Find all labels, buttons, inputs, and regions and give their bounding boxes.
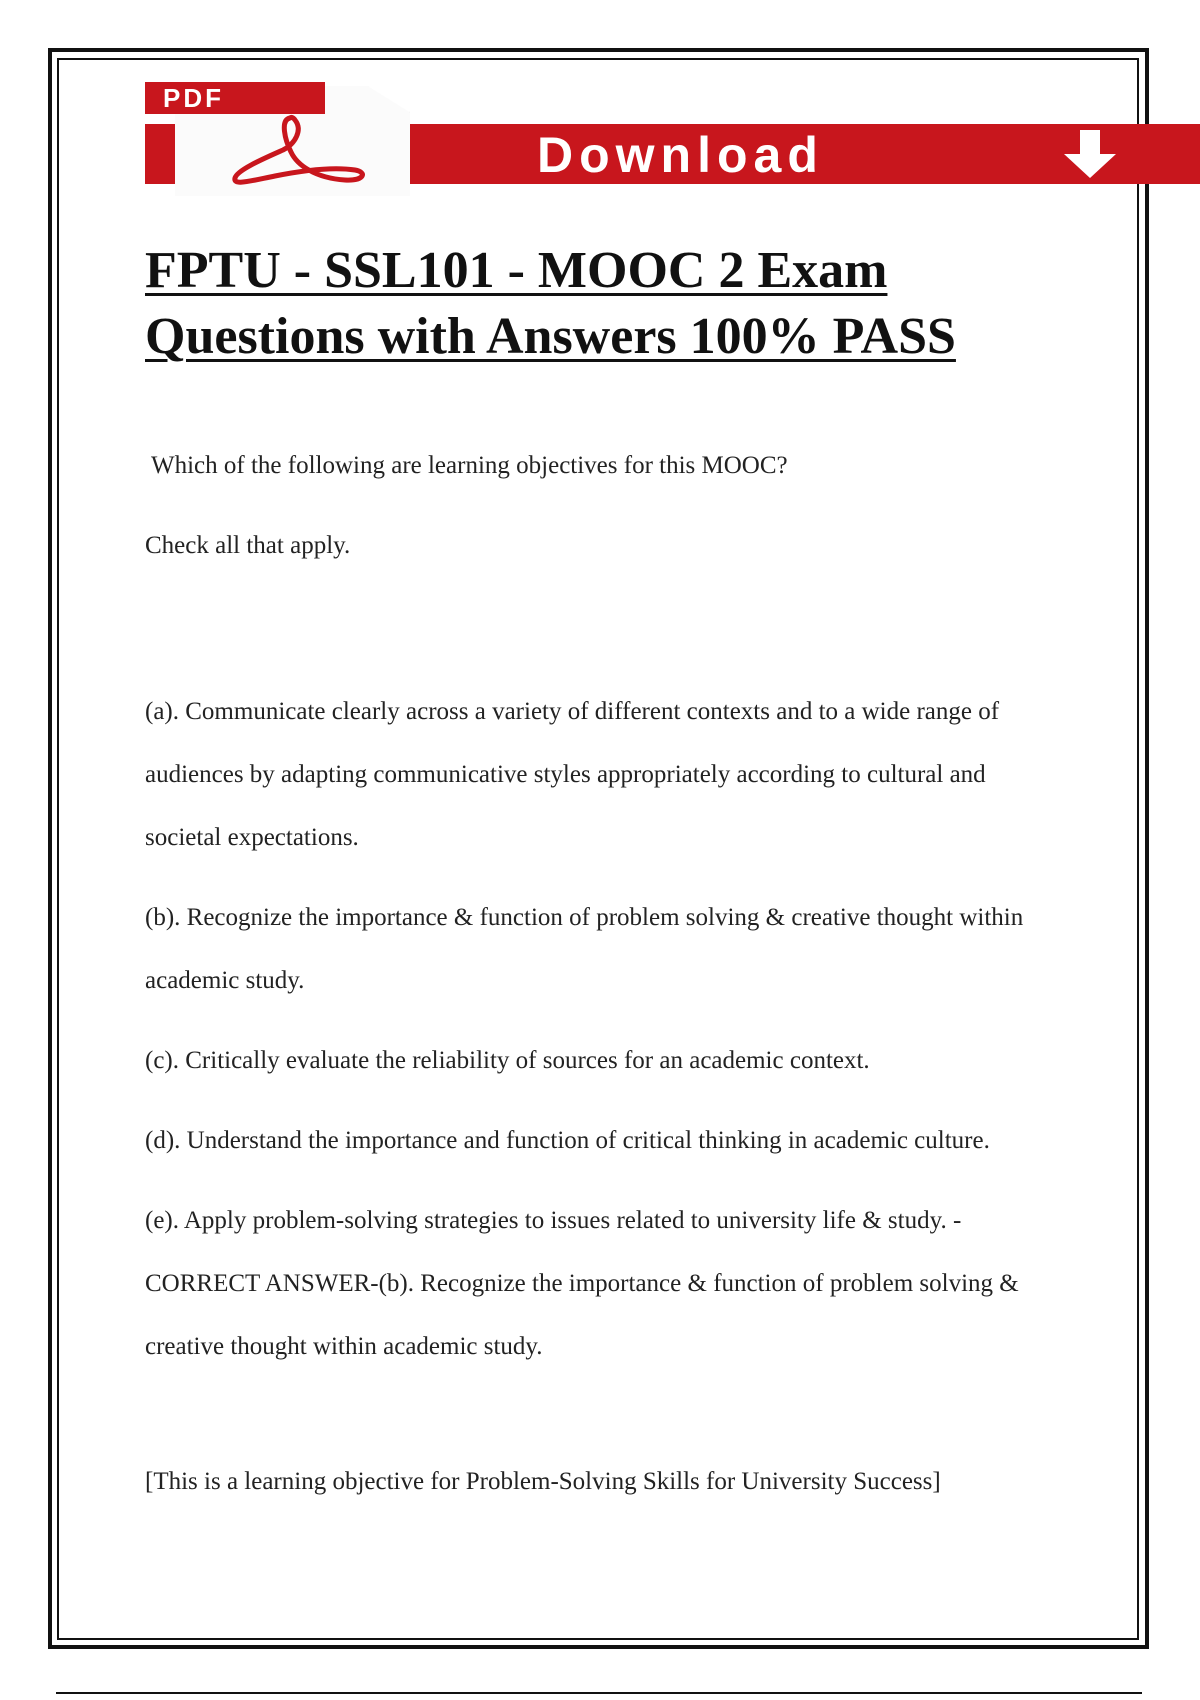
- option-a: (a). Communicate clearly across a variety of different contexts and to a wide range of audiences by adapting communicative styles appropriately according to cultural and societal expectations.: [145, 698, 1000, 851]
- option-b: (b). Recognize the importance & function of problem solving & creative thought within academic study.: [145, 904, 1024, 994]
- options-list: [145, 680, 1065, 1395]
- bottom-divider: [56, 1692, 1142, 1694]
- pdf-label: PDF: [145, 82, 325, 114]
- answer-note: [This is a learning objective for Problem-Solving Skills for University Success]: [145, 1468, 941, 1495]
- title-line-2: Questions with Answers 100% PASS: [145, 308, 956, 365]
- option-e-with-answer: (e). Apply problem-solving strategies to issues related to university life & study. - CORRECT ANSWER-(b). Recognize the importance & function of problem solving & creative thought within academic study.: [145, 1207, 1019, 1360]
- title-line-1: FPTU - SSL101 - MOOC 2 Exam: [145, 242, 888, 299]
- option-c: (c). Critically evaluate the reliability of sources for an academic context.: [145, 1047, 870, 1074]
- download-banner[interactable]: [145, 82, 1200, 200]
- question-instruction: Check all that apply.: [145, 532, 351, 559]
- question-prompt: Which of the following are learning objectives for this MOOC?: [151, 452, 788, 479]
- document-title: [145, 238, 1065, 370]
- download-label[interactable]: Download: [537, 127, 824, 183]
- download-arrow-icon[interactable]: [1050, 130, 1130, 180]
- option-d: (d). Understand the importance and function of critical thinking in academic culture.: [145, 1127, 990, 1154]
